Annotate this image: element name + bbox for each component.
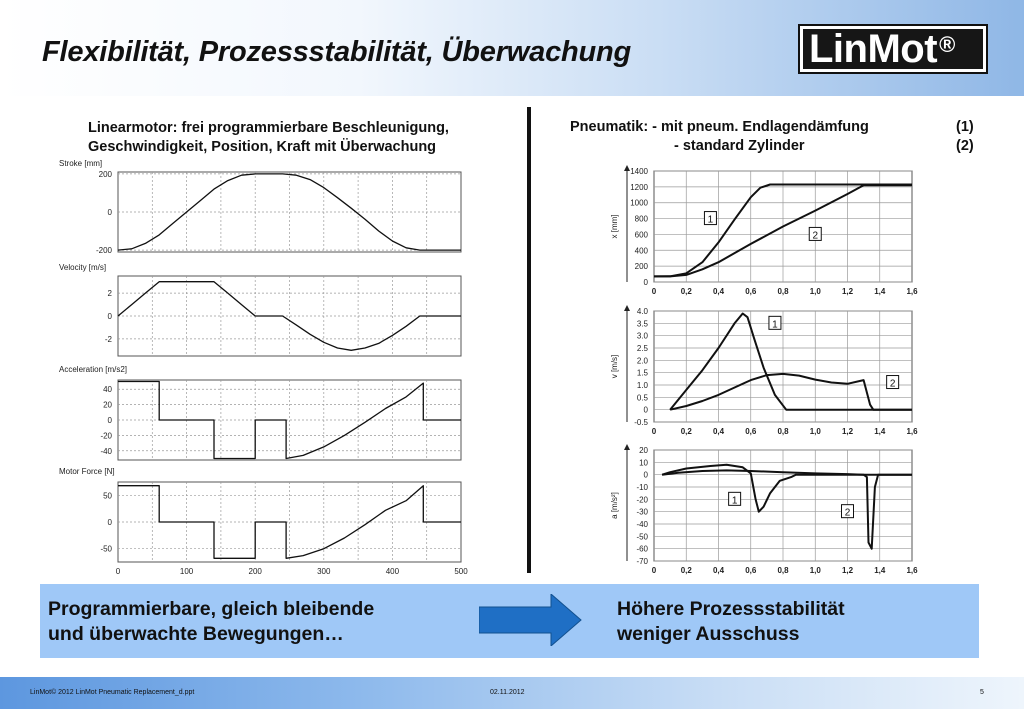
y-axis-arrow-head [624,165,630,171]
chart-title: Acceleration [m/s2] [59,365,128,374]
footer-date: 02.11.2012 [490,689,525,696]
y-tick-label: 200 [634,262,648,272]
right-heading-line1: Pneumatik: - mit pneum. Endlagendämfung [570,119,869,135]
y-axis-label: x [mm] [610,214,619,239]
x-tick-label: 500 [454,567,468,576]
x-tick-label: 0,6 [745,427,757,436]
y-tick-label: 10 [639,458,648,468]
x-tick-label: 1,0 [809,427,821,436]
x-tick-label: 1,4 [874,287,886,296]
y-tick-label: 400 [634,246,648,256]
x-tick-label: 0,4 [712,287,725,296]
x-tick-label: 1,4 [874,566,886,575]
y-tick-label: -20 [636,495,648,505]
y-tick-label: 2.5 [636,344,648,353]
x-tick-label: 1,2 [841,566,854,575]
y-tick-label: -70 [636,557,648,566]
y-axis-arrow-head [624,444,630,450]
y-tick-label: 20 [103,400,112,410]
x-tick-label: 0,8 [777,287,789,296]
y-tick-label: 1.5 [636,368,648,378]
curve-label-text: 2 [889,378,896,390]
right-heading-line2: - standard Zylinder [674,138,805,154]
y-axis-label: v [m/s] [610,354,619,379]
logo-text: LinMot [809,27,938,71]
curve-label-text: 1 [707,214,714,226]
x-tick-label: 0,2 [680,427,692,436]
x-tick-label: 0,6 [745,566,757,575]
y-tick-label: -40 [100,446,112,456]
chart-title: Stroke [mm] [59,159,103,168]
x-tick-label: 1,0 [809,287,821,296]
x-tick-label: 0,8 [777,566,789,575]
x-tick-label: 0 [651,287,657,296]
y-tick-label: 1000 [630,198,648,208]
x-tick-label: 0 [651,427,657,436]
x-tick-label: 0,4 [712,566,725,575]
x-tick-label: 100 [179,567,194,576]
banner-left-line1: Programmierbare, gleich bleibende [48,598,375,620]
left-heading-line2: Geschwindigkeit, Position, Kraft mit Überwachung [88,139,437,155]
y-axis-arrow-head [624,305,630,311]
y-tick-label: 0 [643,405,648,415]
x-tick-label: 0 [115,567,121,576]
y-tick-label: -20 [100,431,112,441]
y-axis-label: a [m/s²] [610,492,619,519]
x-tick-label: 0,6 [745,287,757,296]
chart-title: Velocity [m/s] [59,263,107,272]
y-tick-label: 0 [107,208,112,217]
curve-label-text: 2 [844,507,851,519]
y-tick-label: 0 [643,470,648,480]
registered-mark: ® [939,32,955,57]
y-tick-label: 1200 [630,182,648,192]
y-tick-label: 4.0 [636,307,648,316]
x-tick-label: 1,2 [841,287,854,296]
y-tick-label: 2 [107,289,112,299]
banner-right-line2: weniger Ausschuss [617,623,800,645]
right-heading-num1: (1) [956,119,974,135]
y-tick-label: 0 [107,518,112,527]
y-tick-label: 3.5 [636,319,648,329]
banner-left-line2: und überwachte Bewegungen… [48,623,344,645]
x-tick-label: 0,2 [680,287,692,296]
footer-copyright: LinMot© 2012 LinMot Pneumatic Replacement_d.ppt [30,689,195,696]
y-tick-label: 200 [98,169,112,179]
right-arrow-icon [479,594,583,646]
y-tick-label: -0.5 [634,418,648,427]
y-tick-label: 0 [643,278,648,287]
left-heading-line1: Linearmotor: frei programmierbare Beschleunigung, [88,120,449,136]
x-tick-label: 0,4 [712,427,725,436]
y-tick-label: 3.0 [636,331,648,341]
y-tick-label: -50 [636,532,648,542]
y-tick-label: 0 [107,312,112,321]
x-tick-label: 1,2 [841,427,854,436]
x-tick-label: 300 [317,567,331,576]
y-tick-label: -50 [100,544,112,554]
y-tick-label: 1400 [630,167,648,176]
curve-label-text: 2 [812,230,819,242]
banner-left-text [48,597,374,647]
x-tick-label: 1,0 [809,566,821,575]
y-tick-label: 50 [103,491,112,501]
y-tick-label: -10 [636,483,648,492]
right-heading-num2: (2) [956,138,974,154]
y-tick-label: 40 [103,385,112,395]
y-tick-label: -60 [636,544,648,554]
x-tick-label: 0,8 [777,427,789,436]
banner-right-line1: Höhere Prozessstabilität [617,598,845,620]
y-tick-label: 20 [639,446,648,455]
y-tick-label: 0 [107,416,112,425]
y-tick-label: -200 [95,246,112,256]
y-tick-label: -2 [104,334,112,344]
y-tick-label: -30 [636,507,648,517]
curve-label-text: 1 [772,319,778,331]
y-tick-label: 600 [634,230,648,240]
x-tick-label: 1,6 [906,287,918,296]
y-tick-label: 0.5 [636,393,648,403]
banner-right-text [617,597,845,647]
x-tick-label: 1,6 [906,566,918,575]
x-tick-label: 0,2 [680,566,692,575]
y-tick-label: 2.0 [636,356,648,366]
x-tick-label: 0 [651,566,657,575]
curve-label-text: 1 [731,495,738,507]
page-title: Flexibilität, Prozessstabilität, Überwachung [42,36,632,68]
x-tick-label: 400 [385,567,400,576]
y-tick-label: 800 [634,214,648,224]
footer-page-number: 5 [980,689,984,696]
chart-title: Motor Force [N] [59,467,115,476]
x-tick-label: 1,6 [906,427,918,436]
y-tick-label: -40 [636,520,648,529]
x-tick-label: 200 [248,567,262,576]
x-tick-label: 1,4 [874,427,886,436]
y-tick-label: 1.0 [636,381,648,390]
